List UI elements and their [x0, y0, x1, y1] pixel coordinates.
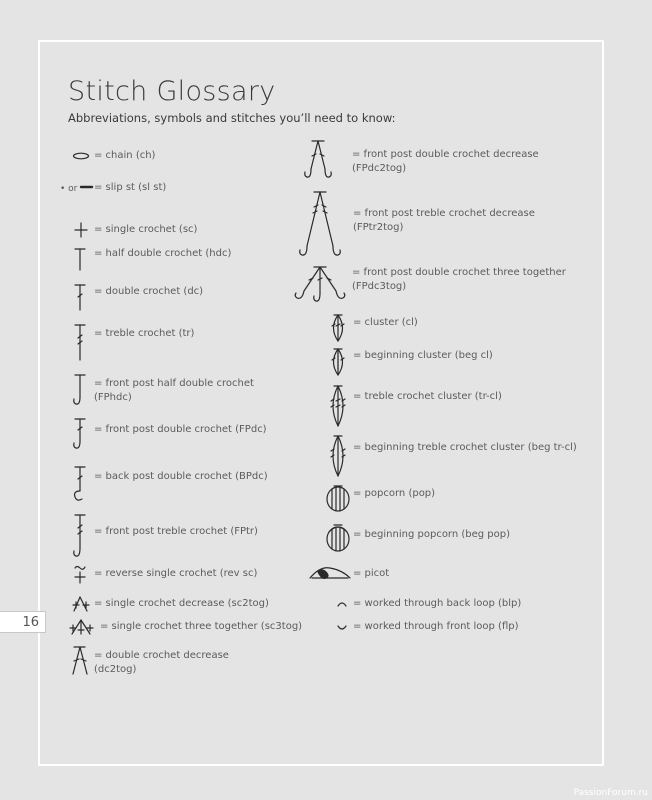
fpdc3tog-icon: [292, 265, 348, 305]
glossary-entry: [94, 223, 197, 237]
front-post-tr-icon: [72, 513, 88, 559]
entry-label: = beginning popcorn (beg pop): [353, 529, 511, 540]
sc3tog-icon: [69, 619, 95, 635]
picot-icon: [308, 564, 352, 582]
glossary-entry: [353, 207, 535, 235]
beginning-popcorn-icon: [325, 522, 351, 554]
glossary-entry: [94, 597, 269, 611]
slip-stitch-icon: [80, 183, 94, 191]
entry-label: = single crochet three together (sc3tog): [100, 621, 303, 632]
entry-label-line2: (FPhdc): [94, 392, 132, 403]
glossary-entry: [353, 487, 435, 501]
entry-label: = half double crochet (hdc): [94, 248, 232, 259]
entry-label: = treble crochet cluster (tr-cl): [353, 391, 502, 402]
glossary-entry: [353, 441, 577, 455]
front-loop-icon: [336, 624, 348, 632]
glossary-entry: [100, 620, 302, 634]
entry-label: = treble crochet (tr): [94, 328, 195, 339]
entry-label: = cluster (cl): [353, 317, 418, 328]
reverse-sc-icon: [73, 564, 87, 584]
glossary-entry: [94, 649, 229, 677]
glossary-entry: [94, 285, 203, 299]
entry-label: = back post double crochet (BPdc): [94, 471, 268, 482]
beginning-treble-cluster-icon: [326, 434, 350, 478]
sc2tog-icon: [71, 596, 91, 612]
chain-oval-icon: [72, 151, 92, 161]
cluster-icon: [327, 313, 349, 343]
glossary-entry: [352, 148, 539, 176]
entry-label: = single crochet (sc): [94, 224, 198, 235]
single-crochet-icon: [74, 222, 88, 238]
entry-label: = chain (ch): [94, 150, 156, 161]
entry-label: = single crochet decrease (sc2tog): [94, 598, 269, 609]
entry-label: = front post double crochet three together: [352, 267, 566, 278]
glossary-entry: [94, 377, 254, 405]
entry-label: = front post double crochet (FPdc): [94, 424, 267, 435]
page-title: Stitch Glossary: [68, 76, 276, 107]
page-subtitle: Abbreviations, symbols and stitches you’ll need to know:: [68, 111, 396, 125]
glossary-entry: [353, 316, 418, 330]
treble-cluster-icon: [326, 384, 350, 428]
glossary-entry: [94, 470, 268, 484]
glossary-entry: [353, 390, 502, 404]
glossary-entry: [353, 349, 493, 363]
entry-label: = double crochet (dc): [94, 286, 204, 297]
fptr2tog-icon: [297, 190, 343, 260]
back-post-dc-icon: [72, 465, 88, 503]
glossary-entry: [353, 567, 389, 581]
glossary-entry: [352, 266, 566, 294]
glossary-entry: [94, 525, 258, 539]
entry-label-line2: (FPdc2tog): [352, 163, 407, 174]
entry-label: = worked through front loop (flp): [353, 621, 519, 632]
entry-label: = picot: [353, 568, 390, 579]
glossary-entry: [353, 620, 519, 634]
entry-label: = double crochet decrease: [94, 650, 229, 661]
glossary-entry: [94, 423, 267, 437]
entry-label: = front post double crochet decrease: [352, 149, 539, 160]
glossary-entry: [353, 528, 510, 542]
glossary-entry: [94, 247, 231, 261]
entry-label: = reverse single crochet (rev sc): [94, 568, 258, 579]
entry-label: = front post treble crochet decrease: [353, 208, 535, 219]
page-number: 16: [0, 611, 46, 633]
entry-label: = popcorn (pop): [353, 488, 436, 499]
glossary-entry: [94, 149, 155, 163]
entry-label-line2: (dc2tog): [94, 664, 137, 675]
entry-label: = front post treble crochet (FPtr): [94, 526, 258, 537]
watermark: PassionForum.ru: [573, 788, 648, 798]
or-label: • or: [60, 184, 78, 194]
glossary-entry: [94, 567, 257, 581]
entry-label: = beginning cluster (beg cl): [353, 350, 493, 361]
beginning-cluster-icon: [327, 347, 349, 377]
entry-label: = worked through back loop (blp): [353, 598, 522, 609]
dc2tog-icon: [70, 645, 90, 675]
entry-label: = beginning treble crochet cluster (beg tr-cl): [353, 442, 577, 453]
glossary-entry: [94, 181, 166, 195]
entry-label: = front post half double crochet: [94, 378, 254, 389]
popcorn-icon: [325, 484, 351, 514]
half-double-crochet-icon: [73, 247, 87, 271]
glossary-entry: [94, 327, 194, 341]
glossary-entry: [353, 597, 521, 611]
entry-label: = slip st (sl st): [94, 182, 167, 193]
front-post-dc-icon: [72, 417, 88, 451]
entry-label-line2: (FPdc3tog): [352, 281, 407, 292]
back-loop-icon: [336, 600, 348, 608]
treble-crochet-icon: [73, 323, 87, 361]
fpdc2tog-icon: [303, 139, 333, 183]
double-crochet-icon: [73, 283, 87, 311]
entry-label-line2: (FPtr2tog): [353, 222, 404, 233]
front-post-hdc-icon: [72, 373, 88, 407]
